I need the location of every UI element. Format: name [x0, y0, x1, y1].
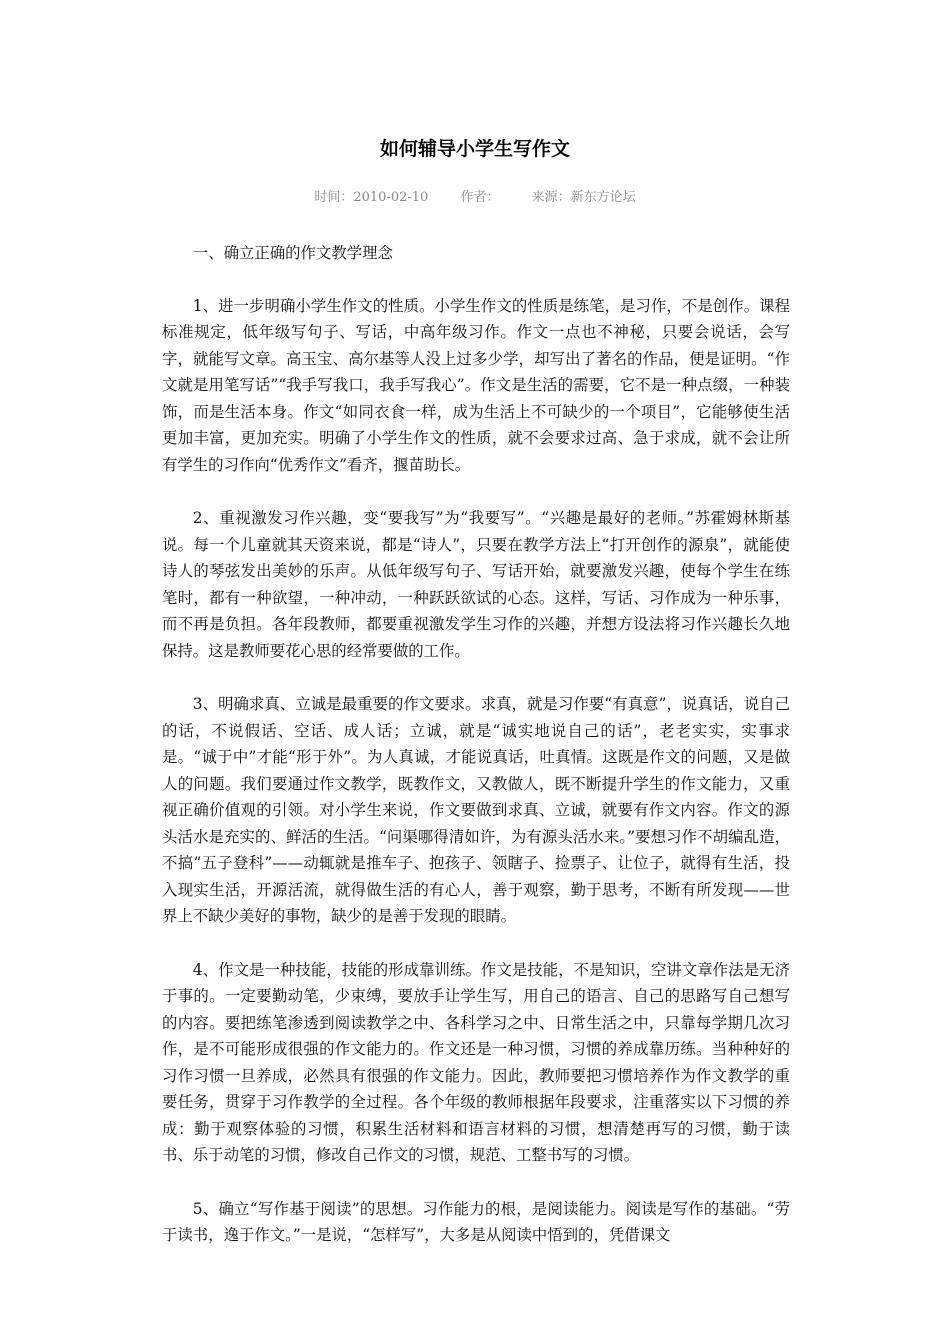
paragraph-3: 3、明确求真、立诚是最重要的作文要求。求真，就是习作要“有真意”，说真话，说自己的话，不说假话、空话、成人话；立诚，就是“诚实地说自己的话”，老老实实，实事求是。“诚于中”才能“形于外”。为人真诚，才能说真话，吐真情。这既是作文的问题，又是做人的问题。我们要通过作文教学，既教作文，又教做人，既不断提升学生的作文能力，又重视正确价值观的引领。对小学生来说，作文要做到求真、立诚，就要有作文内容。作文的源头活水是充实的、鲜活的生活。“问渠哪得清如许，为有源头活水来。”要想习作不胡编乱造，不搞“五子登科”——动辄就是推车子、抱孩子、领瞎子、捡票子、让位子，就得有生活，投入现实生活，开源活流，就得做生活的有心人，善于观察，勤于思考，不断有所发现——世界上不缺少美好的事物，缺少的是善于发现的眼睛。 — [162, 695, 790, 925]
publish-time: 时间：2010-02-10 — [314, 190, 429, 205]
paragraph-1: 1、进一步明确小学生作文的性质。小学生作文的性质是练笔，是习作，不是创作。课程标准规定，低年级写句子、写话，中高年级习作。作文一点也不神秘，只要会说话，会写字，就能写文章。高玉宝、高尔基等人没上过多少学，却写出了著名的作品，便是证明。“作文就是用笔写话”“我手写我口，我手写我心”。作文是生活的需要，它不是一种点缀，一种装饰，而是生活本身。作文“如同衣食一样，成为生活上不可缺少的一个项目”，它能够使生活更加丰富，更加充实。明确了小学生作文的性质，就不会要求过高、急于求成，就不会让所有学生的习作向“优秀作文”看齐，揠苗助长。 — [162, 296, 790, 474]
page-title: 如何辅导小学生写作文 — [379, 138, 570, 160]
author-label: 作者： — [460, 190, 500, 205]
section-heading: 一、确立正确的作文教学理念 — [192, 244, 393, 262]
paragraph-5: 5、确立“写作基于阅读”的思想。习作能力的根，是阅读能力。阅读是写作的基础。“劳于读书，逸于作文。”一是说，“怎样写”，大多是从阅读中悟到的，凭借课文 — [162, 1199, 790, 1244]
article-body — [162, 240, 790, 1276]
paragraph-4: 4、作文是一种技能，技能的形成靠训练。作文是技能，不是知识，空讲文章作法是无济于事的。一定要勤动笔，少束缚，要放手让学生写，用自己的语言、自己的思路写自己想写的内容。要把练笔渗透到阅读教学之中、各科学习之中、日常生活之中，只靠每学期几次习作，是不可能形成很强的作文能力的。作文还是一种习惯，习惯的养成靠历练。当种种好的习作习惯一旦养成，必然具有很强的作文能力。因此，教师要把习惯培养作为作文教学的重要任务，贯穿于习作教学的全过程。各个年级的教师根据年段要求，注重落实以下习惯的养成：勤于观察体验的习惯，积累生活材料和语言材料的习惯，想清楚再写的习惯，勤于读书、乐于动笔的习惯，修改自己作文的习惯，规范、工整书写的习惯。 — [162, 960, 790, 1164]
source-label: 来源：新东方论坛 — [531, 190, 636, 205]
paragraph-2: 2、重视激发习作兴趣，变“要我写”为“我要写”。“兴趣是最好的老师。”苏霍姆林斯基说。每一个儿童就其天资来说，都是“诗人”，只要在教学方法上“打开创作的源泉”，就能使诗人的琴弦发出美妙的乐声。从低年级写句子、写话开始，就要激发兴趣，使每个学生在练笔时，都有一种欲望，一种冲动，一种跃跃欲试的心态。这样，写话、习作成为一种乐事，而不再是负担。各年段教师，都要重视激发学生习作的兴趣，并想方设法将习作兴趣长久地保持。这是教师要花心思的经常要做的工作。 — [162, 509, 790, 660]
article-meta — [0, 186, 950, 205]
